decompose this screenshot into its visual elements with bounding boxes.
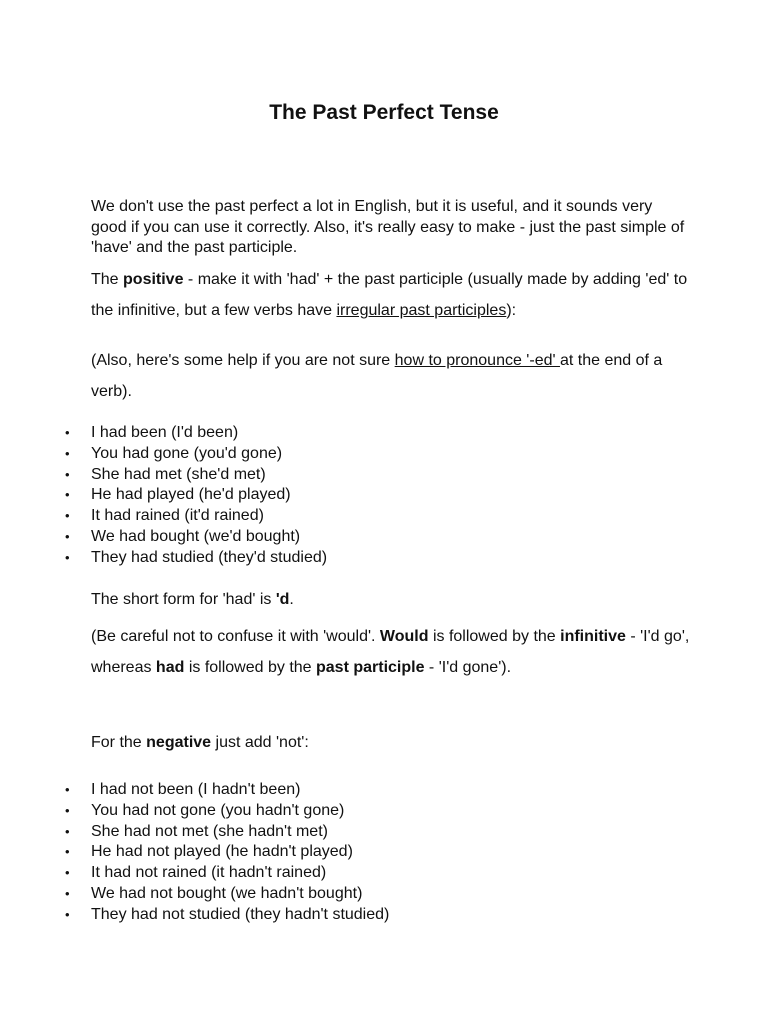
positive-paragraph <box>91 264 691 326</box>
positive-examples-list <box>0 423 700 569</box>
positive-text: - make it with 'had' + the past participle (usually made by adding 'ed' to the infinitive, but a few verbs have <box>91 271 688 319</box>
positive-end: ): <box>506 302 517 319</box>
also-text: (Also, here's some help if you are not sure <box>91 352 395 369</box>
careful-text-5: - 'I'd gone'). <box>424 659 512 676</box>
irregular-participles-link[interactable]: irregular past participles <box>336 302 507 319</box>
short-form-end: . <box>289 591 294 608</box>
list-item: • They had not studied (they hadn't studied) <box>0 905 700 926</box>
list-item: • He had not played (he hadn't played) <box>0 842 700 863</box>
intro-paragraph: We don't use the past perfect a lot in English, but it is useful, and it sounds very good if you can use it correctly. Also, it's really easy to make - just the past simple of 'have' and the past participle. <box>91 198 685 256</box>
list-item: • You had not gone (you hadn't gone) <box>0 801 700 822</box>
list-item: • We had not bought (we hadn't bought) <box>0 884 700 905</box>
careful-bold-would: Would <box>379 628 429 645</box>
page-title: The Past Perfect Tense <box>269 101 499 124</box>
short-form-text: The short form for 'had' is <box>91 591 276 608</box>
list-item: • He had played (he'd played) <box>0 485 700 506</box>
short-form-bold: 'd <box>275 591 290 608</box>
negative-lead: For the <box>91 734 147 751</box>
pronounce-ed-link[interactable]: how to pronounce '-ed' <box>394 352 560 369</box>
negative-bold: negative <box>146 734 212 751</box>
careful-paragraph <box>91 621 691 683</box>
careful-text-1: (Be careful not to confuse it with 'would'. <box>91 628 380 645</box>
list-item: • I had not been (I hadn't been) <box>0 780 700 801</box>
careful-text-3: - 'I'd go', whereas <box>91 628 690 676</box>
careful-bold-past-participle: past participle <box>316 659 425 676</box>
negative-examples-list <box>0 780 700 926</box>
negative-end: just add 'not': <box>211 734 309 751</box>
list-item: • They had studied (they'd studied) <box>0 548 700 569</box>
list-item: • She had met (she'd met) <box>0 465 700 486</box>
list-item: • She had not met (she hadn't met) <box>0 822 700 843</box>
list-item: • We had bought (we'd bought) <box>0 527 700 548</box>
list-item: • It had not rained (it hadn't rained) <box>0 863 700 884</box>
negative-paragraph <box>91 733 691 754</box>
list-item: • It had rained (it'd rained) <box>0 506 700 527</box>
careful-bold-had: had <box>155 659 185 676</box>
also-paragraph <box>91 345 691 407</box>
short-form-paragraph <box>91 590 691 611</box>
also-end: at the end of a verb). <box>91 352 663 400</box>
careful-bold-infinitive: infinitive <box>560 628 626 645</box>
careful-text-2: is followed by the <box>428 628 561 645</box>
list-item: • I had been (I'd been) <box>0 423 700 444</box>
positive-bold: positive <box>123 271 184 288</box>
positive-lead: The <box>91 271 124 288</box>
list-item: • You had gone (you'd gone) <box>0 444 700 465</box>
careful-text-4: is followed by the <box>184 659 316 676</box>
